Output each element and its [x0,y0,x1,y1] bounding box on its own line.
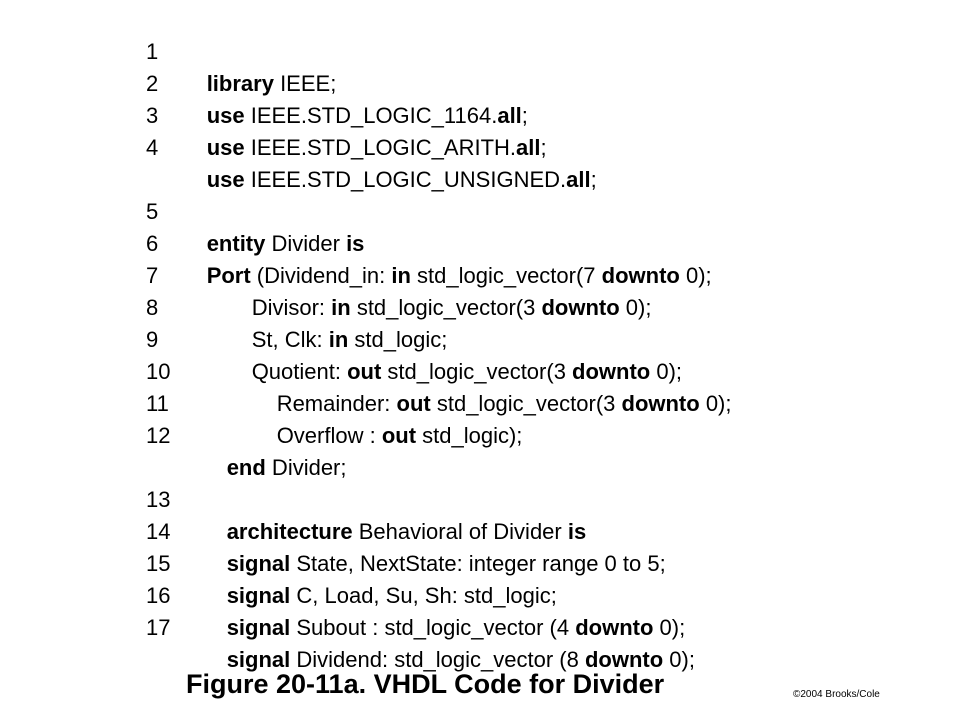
code-text [170,100,547,160]
code-keyword: downto [572,359,651,384]
code-segment: Behavioral of Divider [352,519,568,544]
code-keyword: signal [226,615,291,640]
code-text [170,228,712,288]
line-number: 10 [146,359,171,384]
code-text [170,324,683,384]
code-line-5 [146,196,365,256]
code-keyword: all [516,135,541,160]
line-number: 6 [146,231,159,256]
code-segment: 0); [699,391,732,416]
code-line-1 [146,36,337,96]
code-line-8 [146,292,448,352]
code-keyword: in [391,263,411,288]
line-number: 17 [146,615,171,640]
code-keyword: is [346,231,365,256]
code-segment: std_logic); [416,423,523,448]
code-segment: std_logic; [348,327,448,352]
code-keyword: out [381,423,417,448]
code-segment: Overflow : [276,423,382,448]
code-text [170,292,448,352]
line-number: 9 [146,327,159,352]
code-text [190,548,557,608]
code-keyword: in [331,295,351,320]
code-keyword: in [328,327,349,352]
code-line-3 [146,100,547,160]
code-text [170,196,365,256]
code-line-2 [146,68,528,128]
code-keyword: all [497,103,522,128]
code-keyword: use [206,135,245,160]
code-keyword: out [396,391,431,416]
code-segment: Divider [265,231,347,256]
code-keyword: library [206,71,274,96]
code-segment: Remainder: [276,391,397,416]
code-text [170,132,597,192]
code-segment: std_logic_vector(3 [350,295,542,320]
line-number: 15 [146,551,171,576]
line-number: 12 [146,423,171,448]
code-text [170,36,337,96]
code-segment: Divider; [265,455,347,480]
code-keyword: use [206,103,245,128]
code-segment: std_logic_vector(3 [430,391,622,416]
code-keyword: architecture [226,519,353,544]
code-text [170,356,732,416]
code-segment: Quotient: [251,359,348,384]
line-number: 2 [146,71,159,96]
code-segment: St, Clk: [251,327,329,352]
code-segment: std_logic_vector(3 [381,359,573,384]
code-keyword: downto [575,615,654,640]
code-keyword: is [567,519,587,544]
line-number: 3 [146,103,159,128]
code-segment: C, Load, Su, Sh: std_logic; [290,583,557,608]
code-segment: ; [521,103,528,128]
code-line-4 [146,132,597,192]
code-segment: State, NextState: integer range 0 to 5; [290,551,666,576]
code-keyword: signal [226,551,291,576]
line-number: 5 [146,199,159,224]
code-segment: 0); [679,263,712,288]
code-line-17 [146,612,695,672]
code-text [190,516,666,576]
code-keyword: downto [621,391,700,416]
code-line-12 [146,420,347,480]
code-segment: IEEE.STD_LOGIC_UNSIGNED. [244,167,567,192]
code-segment: 0); [650,359,683,384]
figure-caption: Figure 20-11a. VHDL Code for Divider [186,669,665,699]
code-text [190,612,695,672]
code-keyword: Port [206,263,251,288]
code-text [170,388,523,448]
line-number: 14 [146,519,171,544]
code-keyword: signal [226,647,291,672]
code-segment: 0); [619,295,652,320]
line-number: 8 [146,295,159,320]
code-segment: std_logic_vector(7 [410,263,602,288]
code-keyword: all [566,167,591,192]
line-number: 11 [146,391,169,416]
code-keyword: entity [206,231,266,256]
code-keyword: downto [541,295,620,320]
code-keyword: downto [584,647,664,672]
code-segment: IEEE.STD_LOGIC_ARITH. [244,135,517,160]
code-keyword: out [347,359,382,384]
code-text [190,580,686,640]
code-segment: IEEE.STD_LOGIC_1164. [244,103,498,128]
line-number: 1 [146,39,159,64]
code-segment: Dividend: std_logic_vector (8 [290,647,585,672]
code-segment: ; [590,167,597,192]
code-text [190,484,587,544]
code-line-7 [146,260,652,320]
code-text [190,420,347,480]
code-line-6 [146,228,712,288]
code-segment: ; [540,135,547,160]
line-number: 13 [146,487,171,512]
code-keyword: signal [226,583,291,608]
copyright-notice: ©2004 Brooks/Cole [793,689,880,700]
code-text [170,68,528,128]
code-keyword: end [226,455,266,480]
code-segment: Subout : std_logic_vector (4 [290,615,576,640]
code-keyword: use [206,167,245,192]
code-segment: (Dividend_in: [250,263,392,288]
code-text [170,260,652,320]
code-segment: Divisor: [251,295,332,320]
line-number: 4 [146,135,159,160]
code-segment: 0); [653,615,686,640]
line-number: 16 [146,583,171,608]
line-number: 7 [146,263,159,288]
code-segment: 0); [663,647,695,672]
code-keyword: downto [601,263,680,288]
code-segment: IEEE; [273,71,337,96]
